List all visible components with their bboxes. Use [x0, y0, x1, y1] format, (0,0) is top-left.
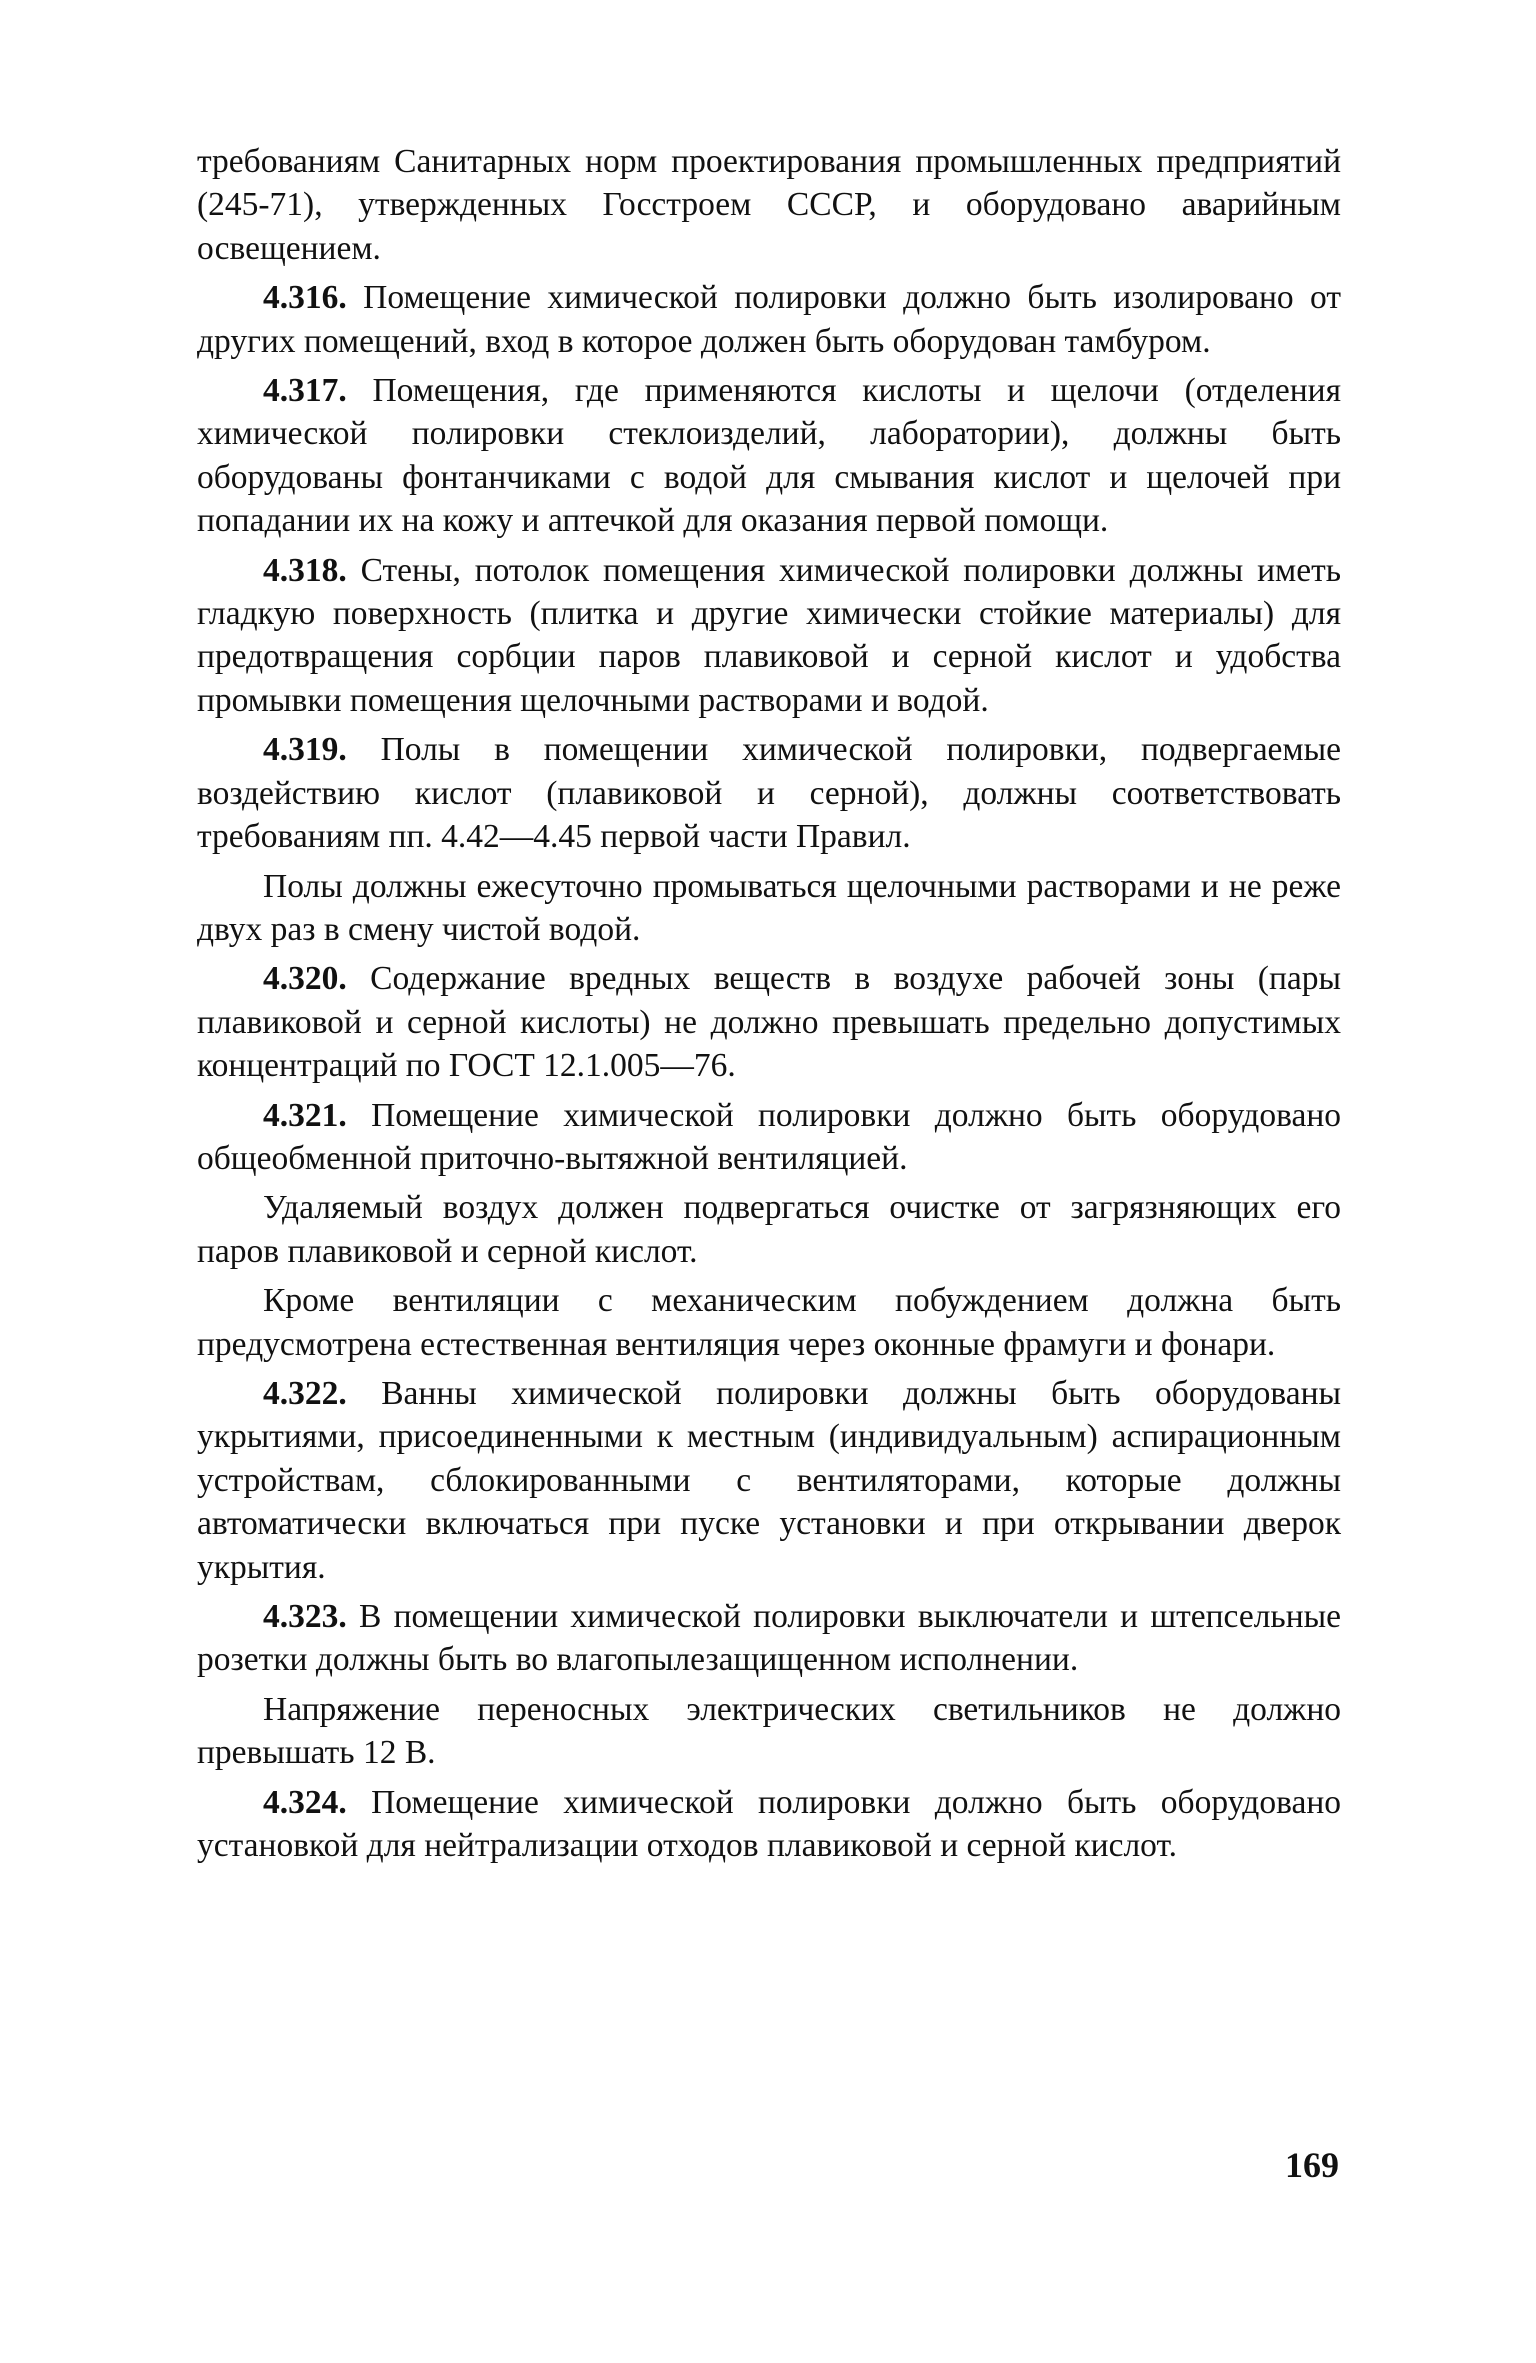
clause-number: 4.320. [263, 960, 347, 998]
page-body [197, 140, 1341, 1867]
paragraph-continuation [197, 140, 1341, 270]
clause-number: 4.322. [263, 1374, 347, 1412]
paragraph-text: Удаляемый воздух должен подвергаться очистке от загрязняющих его паров плавиковой и серной кислот. [197, 1189, 1341, 1270]
paragraph-text: Помещения, где применяются кислоты и щелочи (отделения химической полировки стеклоизделий, лаборатории), должны быть оборудованы фонтанчиками с водой для смывания кислот и щелочей при попадании их на кожу и аптечкой для оказания первой помощи. [197, 372, 1341, 540]
paragraph-text: Помещение химической полировки должно быть изолировано от других помещений, вход в которое должен быть оборудован тамбуром. [197, 279, 1341, 360]
paragraph-4-317 [197, 369, 1341, 543]
paragraph-text: Ванны химической полировки должны быть оборудованы укрытиями, присоединенными к местным (индивидуальным) аспирационным устройствам, сблокированными с вентиляторами, которые должны автоматически включаться при пуске установки и при открывании дверок укрытия. [197, 1374, 1342, 1586]
paragraph-text: Содержание вредных веществ в воздухе рабочей зоны (пары плавиковой и серной кислоты) не должно превышать предельно допустимых концентраций по ГОСТ 12.1.005—76. [197, 960, 1342, 1085]
paragraph-text: В помещении химической полировки выключатели и штепсельные розетки должны быть во влагопылезащищенном исполнении. [197, 1598, 1342, 1679]
paragraph-text: Помещение химической полировки должно быть оборудовано установкой для нейтрализации отходов плавиковой и серной кислот. [197, 1783, 1342, 1865]
paragraph-4-321 [197, 1094, 1341, 1181]
clause-number: 4.317. [263, 372, 347, 410]
paragraph-exhaust-air [197, 1186, 1341, 1273]
page-number: 169 [1285, 2145, 1339, 2185]
clause-number: 4.316. [263, 279, 347, 317]
paragraph-text: требованиям Санитарных норм проектирования промышленных предприятий (245-71), утвержденных Госстроем СССР, и оборудовано аварийным освещением. [197, 143, 1341, 267]
paragraph-4-319 [197, 728, 1341, 858]
paragraph-text: Напряжение переносных электрических светильников не должно превышать 12 В. [197, 1690, 1341, 1772]
paragraph-lamp-voltage [197, 1688, 1341, 1775]
paragraph-text: Полы в помещении химической полировки, подвергаемые воздействию кислот (плавиковой и серной), должны соответствовать требованиям пп. 4.42—4.45 первой части Правил. [197, 731, 1342, 856]
paragraph-4-318 [197, 549, 1341, 723]
paragraph-4-316 [197, 276, 1341, 363]
paragraph-4-322 [197, 1372, 1341, 1589]
paragraph-4-324 [197, 1781, 1341, 1868]
paragraph-text: Кроме вентиляции с механическим побуждением должна быть предусмотрена естественная вентиляция через оконные фрамуги и фонари. [197, 1282, 1341, 1363]
paragraph-4-323 [197, 1595, 1341, 1682]
paragraph-text: Полы должны ежесуточно промываться щелочными растворами и не реже двух раз в смену чистой водой. [197, 867, 1341, 948]
clause-number: 4.321. [263, 1096, 347, 1134]
clause-number: 4.324. [263, 1783, 347, 1821]
paragraph-4-320 [197, 957, 1341, 1087]
clause-number: 4.323. [263, 1598, 347, 1635]
clause-number: 4.318. [263, 551, 347, 589]
paragraph-text: Стены, потолок помещения химической полировки должны иметь гладкую поверхность (плитка и другие химически стойкие материалы) для предотвращения сорбции паров плавиковой и серной кислот и удобства промывки помещения щелочными растворами и водой. [197, 551, 1341, 719]
paragraph-text: Помещение химической полировки должно быть оборудовано общеобменной приточно-вытяжной вентиляцией. [197, 1096, 1342, 1177]
paragraph-floors-washing [197, 865, 1341, 952]
clause-number: 4.319. [263, 731, 347, 769]
paragraph-natural-ventilation [197, 1279, 1341, 1366]
